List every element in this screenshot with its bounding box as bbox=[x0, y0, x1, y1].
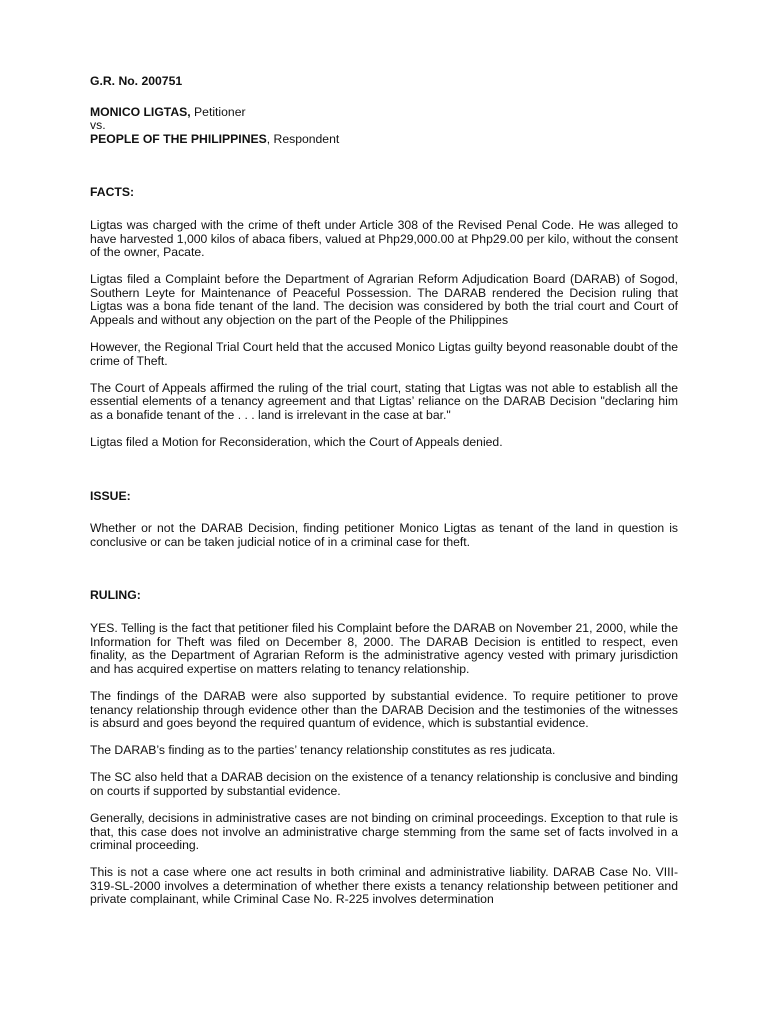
facts-paragraph: Ligtas filed a Motion for Reconsideration, which the Court of Appeals denied. bbox=[90, 435, 503, 450]
ruling-paragraph: This is not a case where one act results in both criminal and administrative liability. DARAB Case No. VIII-319-SL-2000 involves a determination of whether there exists a tenancy relationship between petitioner and private complainant, while Criminal Case No. R-225 involves determination bbox=[90, 865, 678, 907]
petitioner-name: MONICO LIGTAS, bbox=[90, 104, 191, 119]
ruling-paragraph: The SC also held that a DARAB decision on the existence of a tenancy relationship is conclusive and binding on courts if supported by substantial evidence. bbox=[90, 770, 678, 798]
ruling-paragraph: The findings of the DARAB were also supported by substantial evidence. To require petitioner to prove tenancy relationship through evidence other than the DARAB Decision and the testimonies of the witnesses is absurd and goes beyond the required quantum of evidence, which is substantial evidence. bbox=[90, 688, 678, 731]
versus-line: vs. bbox=[90, 118, 106, 133]
respondent-role: , Respondent bbox=[266, 131, 340, 146]
ruling-paragraph: Generally, decisions in administrative cases are not binding on criminal proceedings. Exception to that rule is that, this case does not involve an administrative charge stemming from the same set of facts involved in a criminal proceeding. bbox=[90, 811, 678, 853]
issue-heading: ISSUE: bbox=[90, 488, 131, 503]
facts-paragraph: The Court of Appeals affirmed the ruling of the trial court, stating that Ligtas was not able to establish all the essential elements of a tenancy agreement and that Ligtas’ reliance on the DARAB Decision "declaring him as a bonafide tenant of the . . . land is irrelevant in the case at bar." bbox=[90, 380, 678, 422]
ruling-paragraph: The DARAB’s finding as to the parties’ tenancy relationship constitutes as res judicata. bbox=[90, 743, 556, 758]
issue-paragraph: Whether or not the DARAB Decision, finding petitioner Monico Ligtas as tenant of the land in question is conclusive or can be taken judicial notice of in a criminal case for theft. bbox=[90, 521, 678, 549]
issue-section bbox=[90, 522, 678, 549]
facts-heading: FACTS: bbox=[90, 185, 135, 200]
ruling-section bbox=[90, 622, 678, 907]
petitioner-line bbox=[90, 106, 678, 120]
ruling-heading: RULING: bbox=[90, 588, 141, 603]
document-page bbox=[90, 75, 678, 907]
case-parties bbox=[90, 106, 678, 147]
case-number: G.R. No. 200751 bbox=[90, 74, 183, 88]
respondent-name: PEOPLE OF THE PHILIPPINES bbox=[90, 131, 267, 146]
facts-paragraph: Ligtas filed a Complaint before the Department of Agrarian Reform Adjudication Board (DARAB) of Sogod, Southern Leyte for Maintenance of Peaceful Possession. The DARAB rendered the Decision ruling that Ligtas was a bona fide tenant of the land. The decision was considered by both the trial court and Court of Appeals and without any objection on the part of the People of the Philippines bbox=[90, 272, 678, 328]
respondent-line bbox=[90, 133, 678, 147]
ruling-paragraph: YES. Telling is the fact that petitioner filed his Complaint before the DARAB on November 21, 2000, while the Information for Theft was filed on December 8, 2000. The DARAB Decision is entitled to respect, even finality, as the Department of Agrarian Reform is the administrative agency vested with primary jurisdiction and has acquired expertise on matters relating to tenancy relationship. bbox=[90, 621, 678, 676]
facts-paragraph: However, the Regional Trial Court held that the accused Monico Ligtas guilty beyond reasonable doubt of the crime of Theft. bbox=[90, 340, 678, 368]
facts-section bbox=[90, 219, 678, 450]
facts-paragraph: Ligtas was charged with the crime of theft under Article 308 of the Revised Penal Code. He was alleged to have harvested 1,000 kilos of abaca fibers, valued at Php29,000.00 at Php29.00 per kilo, without the consent of the owner, Pacate. bbox=[90, 217, 678, 260]
petitioner-role: Petitioner bbox=[190, 104, 246, 119]
